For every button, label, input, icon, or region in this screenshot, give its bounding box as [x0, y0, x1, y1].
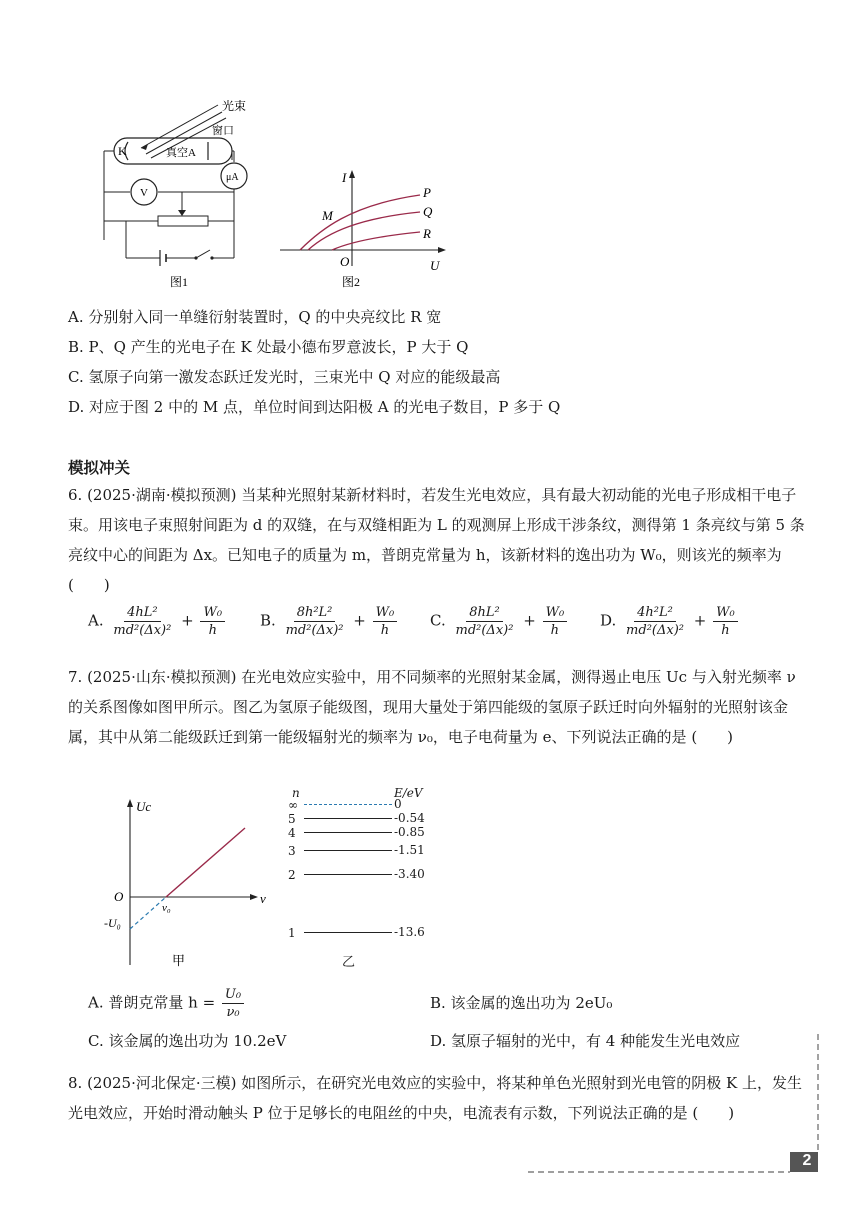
fig1-tube-label: 真空A [166, 147, 196, 159]
q6-b-w-num: W₀ [373, 604, 398, 622]
page-corner-decoration [520, 1030, 820, 1180]
level-e-2: -0.85 [394, 825, 425, 839]
q6-c-plus: + [523, 611, 536, 630]
level-n-3: 3 [288, 844, 296, 858]
q5-option-c[interactable]: C. 氢原子向第一激发态跃迁发光时，三束光中 Q 对应的能级最高 [68, 368, 501, 386]
fig2-axis-u: U [430, 258, 440, 273]
q7-a-pre: A. 普朗克常量 h = [88, 993, 216, 1012]
q8-stem: 8. (2025·河北保定·三模) 如图所示，在研究光电效应的实验中，将某种单色光照射到光电管的阴极 K 上，发生光电效应，开始时滑动触头 P 位于足够长的电阻丝的中央，电流表有示数，下列说法正确的是 ( ) [68, 1074, 803, 1122]
level-line-infinity [304, 804, 392, 805]
q6-a-w-num: W₀ [200, 604, 225, 622]
graph-caption: 甲 [172, 953, 186, 968]
level-line-2 [304, 832, 392, 833]
q6-a-fraction [110, 604, 174, 639]
q6-d-num: 4h²L² [634, 604, 676, 622]
level-e-5: -13.6 [394, 925, 425, 939]
level-line-3 [304, 850, 392, 851]
q6-d-label: D. [600, 611, 617, 630]
q6-a-label: A. [88, 611, 104, 630]
q7-a-den: ν₀ [226, 1005, 240, 1020]
q7-option-c[interactable]: C. 该金属的逸出功为 10.2eV [88, 1032, 287, 1050]
graph-axis-v: ν [260, 891, 266, 906]
q6-c-den: md²(Δx)² [455, 623, 514, 638]
q6-b-num: 8h²L² [294, 604, 336, 622]
q6-a-den: md²(Δx)² [113, 623, 172, 638]
fig1-light-label: 光束 [222, 100, 247, 113]
q6-option-d[interactable] [600, 604, 740, 639]
graph-axis-uc: Uc [136, 799, 152, 814]
q6-option-a[interactable] [88, 604, 227, 639]
fig1-window-label: 窗口 [212, 125, 234, 137]
q6-b-plus: + [353, 611, 366, 630]
q6-b-den: md²(Δx)² [285, 623, 344, 638]
q6-d-w-num: W₀ [713, 604, 738, 622]
q7-option-d[interactable]: D. 氢原子辐射的光中，有 4 种能发生光电效应 [430, 1032, 741, 1050]
fig2-label-m: M [322, 208, 333, 223]
q6-a-w-fraction [200, 604, 225, 639]
q6-a-plus: + [181, 611, 194, 630]
section-title: 模拟冲关 [68, 459, 131, 477]
levels-col-e: E/eV [394, 786, 423, 800]
level-e-0: 0 [394, 797, 402, 811]
level-n-0: ∞ [288, 798, 298, 812]
q7-a-num: U₀ [222, 986, 244, 1004]
q7-option-a[interactable] [88, 986, 246, 1021]
q6-b-w-fraction [373, 604, 398, 639]
page-number: 2 [802, 1152, 812, 1169]
level-e-3: -1.51 [394, 843, 425, 857]
graph-neg-u0: -U₀ [104, 916, 121, 930]
q7-option-b[interactable]: B. 该金属的逸出功为 2eU₀ [430, 994, 613, 1012]
fig2-axis-i: I [342, 170, 347, 185]
q6-a-w-den: h [208, 623, 217, 638]
q7-graph-uc-v [100, 795, 290, 975]
q7-stem: 7. (2025·山东·模拟预测) 在光电效应实验中，用不同频率的光照射某金属，测得遏止电压 Uc 与入射光频率 ν 的关系图像如图甲所示。图乙为氢原子能级图，现用大量处于第四能级的氢原子跃迁时向外辐射的光照射该金属，其中从第二能级跃迁到第一能级辐射光的频率为 ν₀，电子电荷量为 e、下列说法正确的是 ( ) [68, 668, 796, 746]
q7-a-fraction [222, 986, 244, 1021]
q6-d-w-den: h [721, 623, 730, 638]
level-e-1: -0.54 [394, 811, 425, 825]
fig2-caption: 图2 [342, 275, 361, 289]
q6-d-w-fraction [713, 604, 738, 639]
levels-col-n: n [292, 786, 300, 800]
q5-option-d[interactable]: D. 对应于图 2 中的 M 点，单位时间到达阳极 A 的光电子数目，P 多于 Q [68, 398, 561, 416]
level-n-5: 1 [288, 926, 296, 940]
q6-d-den: md²(Δx)² [626, 623, 684, 638]
fig2-label-q: Q [423, 204, 433, 219]
figure-1-circuit [96, 100, 266, 290]
figure-2-iu-graph [280, 170, 450, 290]
level-n-1: 5 [288, 812, 296, 826]
uc-line [166, 828, 245, 897]
level-line-5 [304, 932, 392, 933]
fig2-label-p: P [423, 185, 431, 200]
level-n-2: 4 [288, 826, 296, 840]
levels-caption: 乙 [342, 955, 356, 970]
graph-v0: ν₀ [162, 902, 171, 914]
q6-option-b[interactable] [260, 604, 399, 639]
q5-option-b[interactable]: B. P、Q 产生的光电子在 K 处最小德布罗意波长，P 大于 Q [68, 338, 469, 356]
q6-stem: 6. (2025·湖南·模拟预测) 当某种光照射某新材料时，若发生光电效应，具有最大初动能的光电子形成相干电子束。用该电子束照射间距为 d 的双缝，在与双缝相距为 L 的观测屏上形成干涉条纹，测得第 1 条亮纹与第 5 条亮纹中心的间距为 Δx。已知电子的质量为 m，普朗克常量为 h，该新材料的逸出功为 W₀，则该光的频率为 ( ) [68, 486, 805, 594]
graph-origin: O [114, 889, 124, 904]
fig2-origin: O [340, 254, 350, 269]
q6-a-num: 4hL² [124, 604, 161, 622]
q6-c-num: 8hL² [466, 604, 503, 622]
level-line-4 [304, 874, 392, 875]
q6-d-plus: + [693, 611, 707, 630]
q6-option-c[interactable] [430, 604, 569, 639]
fig1-caption: 图1 [170, 275, 189, 289]
curve-r [332, 232, 420, 250]
q6-b-fraction [283, 604, 347, 639]
q6-c-label: C. [430, 611, 446, 630]
q6-c-w-num: W₀ [543, 604, 568, 622]
level-e-4: -3.40 [394, 867, 425, 881]
fig1-k-label: K [118, 144, 127, 158]
q6-b-w-den: h [380, 623, 390, 638]
level-n-4: 2 [288, 868, 296, 882]
q6-c-w-fraction [543, 604, 568, 639]
q6-c-fraction [453, 604, 517, 639]
q6-c-w-den: h [550, 623, 560, 638]
fig2-label-r: R [423, 226, 431, 241]
q5-option-a[interactable]: A. 分别射入同一单缝衍射装置时，Q 的中央亮纹比 R 宽 [68, 308, 442, 326]
level-line-1 [304, 818, 392, 819]
q6-d-fraction [623, 604, 687, 639]
fig1-voltmeter-label: V [140, 187, 148, 199]
q7-energy-level-diagram [282, 786, 442, 972]
fig1-microammeter-label: μA [226, 172, 239, 183]
q6-b-label: B. [260, 611, 276, 630]
uc-extension-dashed [130, 897, 166, 929]
